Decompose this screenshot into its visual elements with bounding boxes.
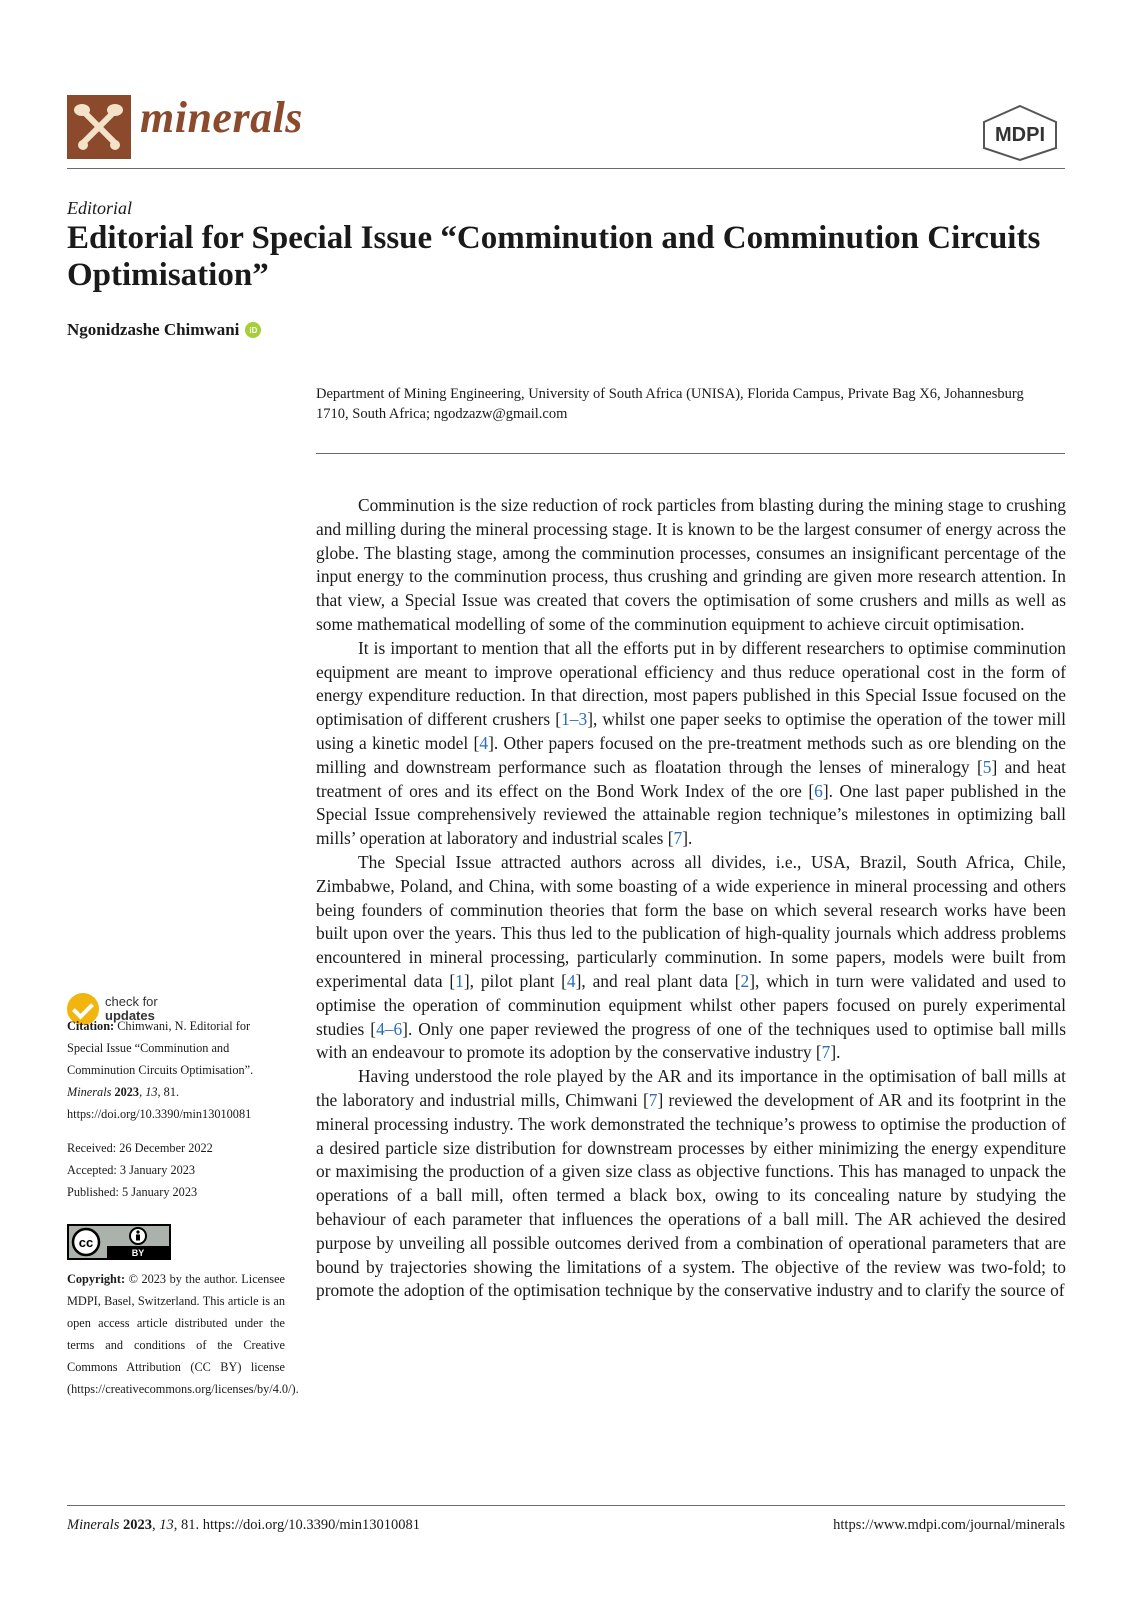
citation-link[interactable]: 7: [673, 828, 683, 849]
mdpi-logo-icon: [980, 104, 1060, 162]
footer-journal-url[interactable]: https://www.mdpi.com/journal/minerals: [833, 1517, 1065, 1533]
paragraph-4: Having understood the role played by the AR and its importance in the optimisation of ball mills at the laboratory and industrial mills, Chimwani [7] reviewed the development of AR and its footprint in the mineral processing industry. The work demonstrated the technique’s prowess to optimise the production of a desired particle size distribution for downstream processes by either minimizing the energy expenditure or maximising the production of a given size class as objective functions. This has managed to unpack the operations of a ball mill, often termed a black box, owing to its concealing nature by studying the behaviour of each parameter that influences the operations of a ball mill. The AR achieved the desired purpose by unveiling all possible outcomes derived from a combination of operational parameters that are bound by trajectories showing the limitations of a system. The objective of the review was two-fold; to promote the adoption of the optimisation technique by the conservative industry and to clarify the source of: [316, 1066, 1066, 1301]
accepted-date: Accepted: 3 January 2023: [67, 1163, 196, 1177]
orcid-icon[interactable]: iD: [245, 322, 261, 338]
article-body: [316, 494, 1066, 1303]
check-updates-line1: check for: [105, 994, 158, 1009]
journal-logo-icon: [67, 95, 131, 159]
citation-link[interactable]: 4–6: [376, 1018, 403, 1039]
cc-by-license-icon[interactable]: [67, 1224, 171, 1260]
dates-block: [67, 1137, 285, 1203]
article-title: Editorial for Special Issue “Comminution and Comminution Circuits Optimisation”: [67, 220, 1041, 293]
footer-doi-link[interactable]: , 81. https://doi.org/10.3390/min13010081: [173, 1517, 420, 1533]
received-date: Received: 26 December 2022: [67, 1141, 213, 1155]
affiliation: Department of Mining Engineering, University of South Africa (UNISA), Florida Campus, Private Bag X6, Johannesburg 1710, South Africa; ngodzazw@gmail.com: [316, 386, 1024, 422]
citation-link[interactable]: 5: [982, 756, 992, 777]
svg-text:cc: cc: [78, 1235, 94, 1250]
footer-divider: [67, 1505, 1065, 1506]
author-line: [67, 320, 261, 340]
journal-name: minerals: [140, 93, 303, 142]
copyright-label: Copyright:: [67, 1272, 126, 1286]
citation-link[interactable]: 7: [821, 1042, 831, 1063]
citation-link[interactable]: 4: [566, 970, 576, 991]
paragraph-3: The Special Issue attracted authors across all divides, i.e., USA, Brazil, South Africa, Chile, Zimbabwe, Poland, and China, with some boasting of a wide experience in mineral processing and others being founders of comminution theories that form the base on which several research works have been built upon over the years. This thus led to the publication of high-quality journals which address problems encountered in mineral processing, particularly comminution. In some papers, models were built from experimental data [1], pilot plant [4], and real plant data [2], which in turn were validated and used to optimise the operation of comminution equipment whilst other papers focused on purely experimental studies [4–6]. Only one paper reviewed the progress of one of the techniques used to optimise ball mills with an endeavour to promote its adoption by the conservative industry [7].: [316, 851, 1067, 1063]
check-updates-line2: updates: [105, 1008, 155, 1023]
citation-link[interactable]: 1: [455, 970, 464, 991]
citation-link[interactable]: 6: [814, 780, 823, 801]
article-type: Editorial: [67, 198, 133, 218]
paragraph-2: It is important to mention that all the efforts put in by different researchers to optimise comminution equipment are meant to improve operational efficiency and thus reduce operational cost in the form of energy expenditure reduction. In that direction, most papers published in this Special Issue focused on the optimisation of different crushers [1–3], whilst one paper seeks to optimise the operation of the tower mill using a kinetic model [4]. Other papers focused on the pre-treatment methods such as ore blending on the milling and downstream performance such as floatation through the lenses of mineralogy [5] and heat treatment of ores and its effect on the Bond Work Index of the ore [6]. One last paper published in the Special Issue comprehensively reviewed the attainable region technique’s milestones in optimizing ball mills’ operation at laboratory and industrial scales [7].: [316, 637, 1067, 849]
citation-doi[interactable]: , 81. https://doi.org/10.3390/min13010081: [67, 1085, 252, 1121]
footer-citation: Minerals 2023, 13, 81. https://doi.org/10.3390/min13010081: [67, 1517, 420, 1533]
affiliation-divider: [316, 453, 1065, 454]
citation-link[interactable]: 1–3: [561, 709, 588, 730]
citation-block: Citation: Chimwani, N. Editorial for Special Issue “Comminution and Comminution Circuits Optimisation”. Minerals 2023, 13, 81. https://doi.org/10.3390/min13010081: [67, 1019, 254, 1121]
publisher-name: MDPI: [995, 124, 1045, 146]
published-date: Published: 5 January 2023: [67, 1185, 198, 1199]
citation-link[interactable]: 4: [479, 732, 489, 753]
header-divider: [67, 168, 1065, 169]
copyright-block: Copyright: © 2023 by the author. Licensee MDPI, Basel, Switzerland. This article is an open access article distributed under the terms and conditions of the Creative Commons Attribution (CC BY) license (https://creativecommons.org/licenses/by/4.0/).: [67, 1272, 299, 1396]
citation-journal: Minerals: [67, 1085, 112, 1099]
citation-link[interactable]: 7: [648, 1089, 658, 1110]
author-name: Ngonidzashe Chimwani: [67, 320, 240, 339]
citation-link[interactable]: 2: [740, 970, 750, 991]
cc-by-label: BY: [131, 1248, 145, 1258]
citation-label: Citation:: [67, 1019, 115, 1033]
paragraph-1: Comminution is the size reduction of rock particles from blasting during the mining stage to crushing and milling during the mineral processing stage. It is known to be the largest consumer of energy across the globe. The blasting stage, among the comminution processes, consumes an insignificant percentage of the input energy to the comminution process, thus crushing and grinding are given more research attention. In that view, a Special Issue was created that covers the optimisation of some crushers and mills as well as some mathematical modelling of some of the comminution equipment to achieve circuit optimisation.: [316, 495, 1066, 634]
